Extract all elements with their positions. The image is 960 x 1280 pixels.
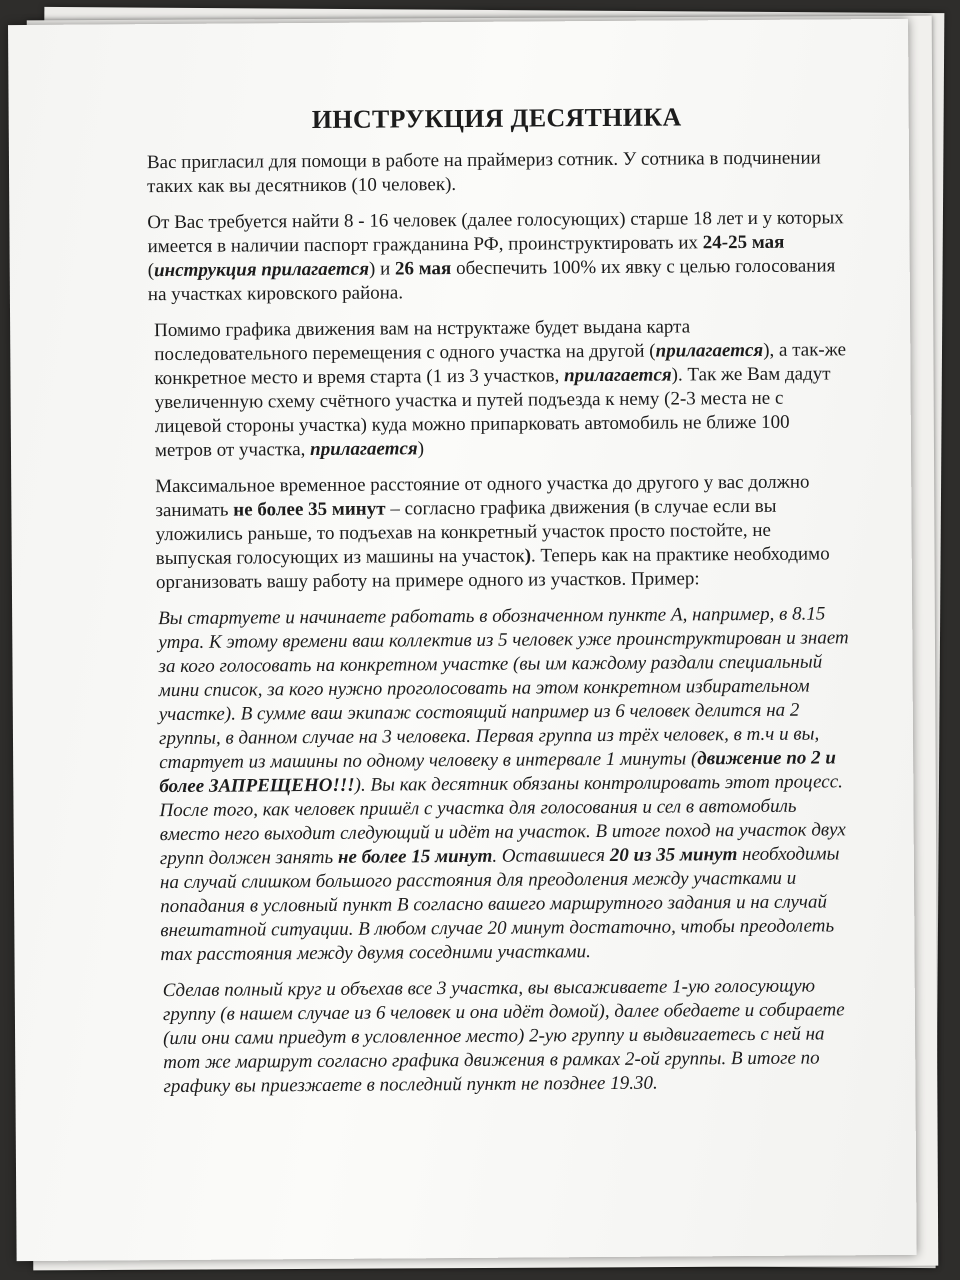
paper-sheet	[8, 19, 917, 1261]
paragraph-example: Вы стартуете и начинаете работать в обозначенном пункте А, например, в 8.15 утра. К этому времени ваш коллектив из 5 человек уже проинструктирован и знает за кого голосовать на конкретном участке (вы им каждому раздали специальный мини список, за кого нужно проголосовать на этом конкретном избирательном участке). В сумме ваш экипаж состоящий например из 6 человек делится на 2 группы, в данном случае на 3 человека. Первая группа из трёх человек, в т.ч и вы, стартует из машины по одному человеку в интервале 1 минуты (движение по 2 и более ЗАПРЕЩЕНО!!!). Вы как десятник обязаны контролировать этот процесс. После того, как человек пришёл с участка для голосования и сел в автомобиль вместо него выходит следующий и идёт на участок. В итоге поход на участок двух групп должен занять не более 15 минут. Оставшиеся 20 из 35 минут необходимы на случай слишком большого расстояния для преодоления между участками и попадания в условный пункт В согласно вашего маршрутного задания и на случай внештатной ситуации. В любом случае 20 минут достаточно, чтобы преодолеть max расстояния между двумя соседними участками.	[158, 603, 849, 966]
paragraph-map: Помимо графика движения вам на нструктаже будет выдана карта последовательного перемещения с одного участка на другой (прилагается), а так-же конкретное место и время старта (1 из 3 участков, прилагается). Так же Вам дадут увеличенную схему счётного участка и путей подъезда к нему (2-3 места не с лицевой стороны участка) куда можно припарковать автомобиль не ближе 100 метров от участка, прилагается)	[154, 316, 847, 462]
paragraph-timing: Максимальное временное расстояние от одного участка до другого у вас должно занимать не более 35 минут – согласно графика движения (в случае если вы уложились раньше, то подъехав на конкретный участок просто постойте, не выпуская голосующих из машины на участок). Теперь как на практике необходимо организовать вашу работу на примере одного из участков. Пример:	[155, 471, 830, 594]
paragraph-requirements: От Вас требуется найти 8 - 16 человек (далее голосующих) старше 18 лет и у которых имеется в наличии паспорт гражданина РФ, проинструктировать их 24-25 мая (инструкция прилагается) и 26 мая обеспечить 100% их явку с целью голосования на участках кировского района.	[147, 207, 844, 306]
document-body	[147, 101, 854, 1111]
document-title: ИНСТРУКЦИЯ ДЕСЯТНИКА	[311, 102, 682, 135]
paragraph-intro: Вас пригласил для помощи в работе на праймериз сотник. У сотника в подчинении таких как вы десятников (10 человек).	[146, 147, 821, 198]
paragraph-conclusion: Сделав полный круг и объехав все 3 участка, вы высаживаете 1-ую голосующую группу (в нашем случае из 6 человек и она идёт домой), далее обедаете и собираете (или они сами приедут в условленное место) 2-ую группу и выдвигаетесь с ней на тот же маршрут согласно графика движения в рамках 2-ой группы. В итоге по графику вы приезжаете в последний пункт не позднее 19.30.	[162, 975, 845, 1098]
